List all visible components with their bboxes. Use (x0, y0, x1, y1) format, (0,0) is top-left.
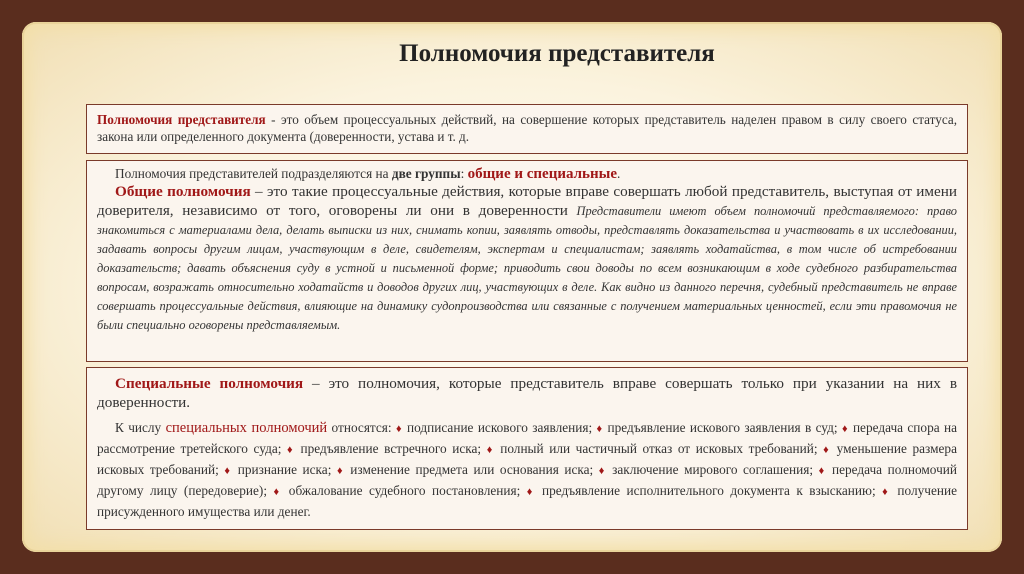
diamond-bullet-icon: ♦ (336, 465, 345, 477)
general-powers-paragraph (97, 182, 957, 334)
groups-intro-text: Полномочия представителей подразделяются на (115, 166, 392, 181)
special-power-item: признание иска; (237, 462, 332, 477)
definition-text: - это объем процессуальных действий, на совершение которых представитель наделен правом в силу своего статуса, закона или определенного документа (доверенности, устава и т. д. (97, 112, 957, 144)
special-powers-paragraph (97, 374, 957, 412)
special-power-item: обжалование судебного постановления; (288, 483, 521, 498)
general-powers-term: Общие полномочия (115, 183, 251, 200)
list-intro-red: специальных полномочий (165, 420, 328, 436)
diamond-bullet-icon: ♦ (486, 444, 495, 456)
general-powers-box (86, 160, 968, 362)
special-power-item: передача полномочий другому лицу (передоверие); (97, 462, 957, 498)
special-power-item: предъявление исполнительного документа к взысканию; (542, 483, 876, 498)
special-power-item: предъявление встречного иска; (300, 441, 482, 456)
special-power-item: заключение мирового соглашения; (612, 462, 814, 477)
list-intro-end: относятся: (327, 420, 392, 435)
special-powers-box (86, 367, 968, 530)
special-power-item: уменьшение размера исковых требований; (97, 441, 957, 477)
special-power-item: предъявление искового заявления в суд; (607, 420, 838, 435)
diamond-bullet-icon: ♦ (841, 423, 849, 435)
page-title: Полномочия представителя (399, 40, 715, 67)
special-powers-list (97, 418, 957, 521)
special-power-item: подписание искового заявления; (406, 420, 593, 435)
special-power-item: передача спора на рассмотрение третейского суда; (97, 420, 957, 456)
groups-intro-end: . (616, 166, 621, 181)
diamond-bullet-icon: ♦ (287, 444, 295, 456)
definition-box (86, 104, 968, 154)
groups-intro (97, 166, 957, 182)
special-powers-term: Специальные полномочия (115, 375, 304, 392)
general-powers-text: – это такие процессуальные действия, которые вправе совершать любой представитель, выступая от имени доверителя, независимо от того, оговорены ли они в доверенности (97, 183, 957, 219)
diamond-bullet-icon: ♦ (823, 444, 832, 456)
list-intro-text: К числу (115, 420, 166, 435)
diamond-bullet-icon: ♦ (395, 423, 403, 435)
diamond-bullet-icon: ♦ (526, 486, 536, 498)
special-power-item: изменение предмета или основания иска; (350, 462, 594, 477)
special-powers-text: – это полномочия, которые представитель вправе совершать только при указании на них в доверенности. (97, 375, 957, 411)
definition-term: Полномочия представителя (97, 112, 266, 127)
groups-intro-bold: две группы (391, 166, 461, 181)
groups-intro-colon: : (460, 166, 468, 181)
diamond-bullet-icon: ♦ (224, 465, 233, 477)
special-power-item: получение присужденного имущества или денег. (97, 483, 958, 519)
diamond-bullet-icon: ♦ (596, 423, 604, 435)
general-powers-italic: Представители имеют объем полномочий представляемого: право знакомиться с материалами дела, делать выписки из них, снимать копии, заявлять отводы, представлять доказательства и участвовать в их исследовании, задавать вопросы другим лицам, участвующим в деле, свидетелям, экспертам и специалистам; заявлять ходатайства, в том числе об истребовании доказательств; давать объяснения суду в устной и письменной форме; приводить свои доводы по всем возникающим в ходе судебного разбирательства вопросам, возражать относительно ходатайств и доводов других лиц, участвующих в деле. Как видно из данного перечня, судебный представитель не вправе совершать процессуальные действия, влияющие на динамику судопроизводства или связанные с получением материальных ценностей, если эти правомочия не были специально оговорены представляемым. (97, 204, 957, 332)
special-power-item: полный или частичный отказ от исковых требований; (500, 441, 818, 456)
groups-intro-red: общие и специальные (467, 166, 617, 182)
diamond-bullet-icon: ♦ (882, 486, 891, 498)
diamond-bullet-icon: ♦ (818, 465, 827, 477)
diamond-bullet-icon: ♦ (273, 486, 283, 498)
diamond-bullet-icon: ♦ (598, 465, 607, 477)
